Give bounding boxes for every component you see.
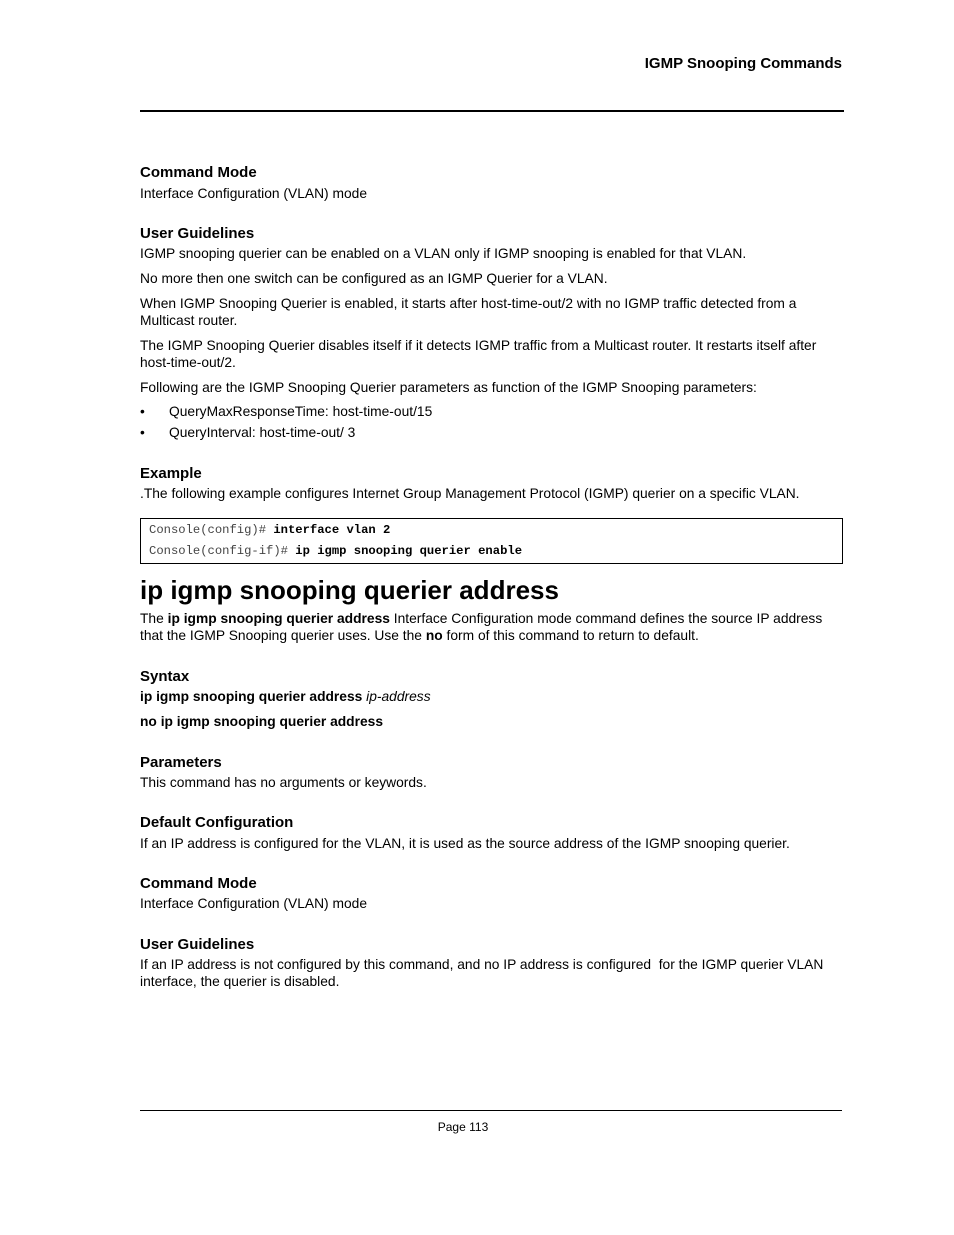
guideline-paragraph: IGMP snooping querier can be enabled on a VLAN only if IGMP snooping is enabled for that VLAN. [140, 246, 747, 261]
guideline-paragraph: Following are the IGMP Snooping Querier parameters as function of the IGMP Snooping parameters: [140, 380, 757, 395]
guideline-paragraph: The IGMP Snooping Querier disables itself if it detects IGMP traffic from a Multicast router. It restarts itself after host-time-out/2. [140, 338, 817, 370]
default-config-text: If an IP address is configured for the VLAN, it is used as the source address of the IGMP snooping querier. [140, 836, 790, 851]
user-guidelines-text: If an IP address is not configured by this command, and no IP address is configured for the IGMP querier VLAN interface, the querier is disabled. [140, 957, 828, 989]
bullet-text: QueryMaxResponseTime: host-time-out/15 [169, 404, 433, 419]
intro-text: form of this command to return to default. [442, 628, 699, 643]
command-title: ip igmp snooping querier address [140, 575, 559, 605]
running-header: IGMP Snooping Commands [644, 55, 842, 72]
example-heading: Example [140, 465, 202, 482]
intro-text: The [140, 611, 168, 626]
syntax-heading: Syntax [140, 668, 190, 685]
code-command: interface vlan 2 [273, 523, 391, 537]
intro-command: ip igmp snooping querier address [167, 611, 390, 626]
syntax-command: ip igmp snooping querier address [140, 689, 363, 704]
bullet-dot-icon: • [140, 404, 145, 419]
footer-rule [140, 1110, 842, 1111]
command-mode-heading: Command Mode [140, 164, 257, 181]
command-mode-text: Interface Configuration (VLAN) mode [140, 896, 367, 911]
code-prompt: Console(config)# [149, 523, 274, 537]
bullet-text: QueryInterval: host-time-out/ 3 [169, 425, 356, 440]
example-text: .The following example configures Internet Group Management Protocol (IGMP) querier on a specific VLAN. [140, 486, 800, 501]
page-number: Page 113 [437, 1120, 489, 1134]
code-example-box [140, 518, 843, 564]
code-line [149, 523, 390, 537]
code-prompt: Console(config-if)# [149, 544, 296, 558]
syntax-no-line: no ip igmp snooping querier address [140, 714, 384, 729]
code-line [149, 544, 522, 558]
syntax-argument: ip-address [366, 689, 431, 704]
guideline-paragraph: No more then one switch can be configured as an IGMP Querier for a VLAN. [140, 271, 608, 286]
command-mode-heading: Command Mode [140, 875, 257, 892]
parameters-heading: Parameters [140, 754, 222, 771]
user-guidelines-heading: User Guidelines [140, 225, 255, 242]
guideline-paragraph: When IGMP Snooping Querier is enabled, it starts after host-time-out/2 with no IGMP traffic detected from a Multicast router. [140, 296, 797, 328]
syntax-line [140, 688, 844, 705]
command-intro [140, 610, 844, 644]
intro-text: Interface Configuration mode command defines the source IP address that the IGMP Snooping querier uses. Use the [140, 611, 823, 643]
default-config-heading: Default Configuration [140, 814, 294, 831]
intro-no-keyword: no [425, 628, 443, 643]
bullet-dot-icon: • [140, 425, 145, 440]
code-command: ip igmp snooping querier enable [295, 544, 523, 558]
command-mode-text: Interface Configuration (VLAN) mode [140, 186, 367, 201]
header-rule [140, 110, 844, 112]
parameters-text: This command has no arguments or keywords. [140, 775, 427, 790]
user-guidelines-heading: User Guidelines [140, 936, 255, 953]
